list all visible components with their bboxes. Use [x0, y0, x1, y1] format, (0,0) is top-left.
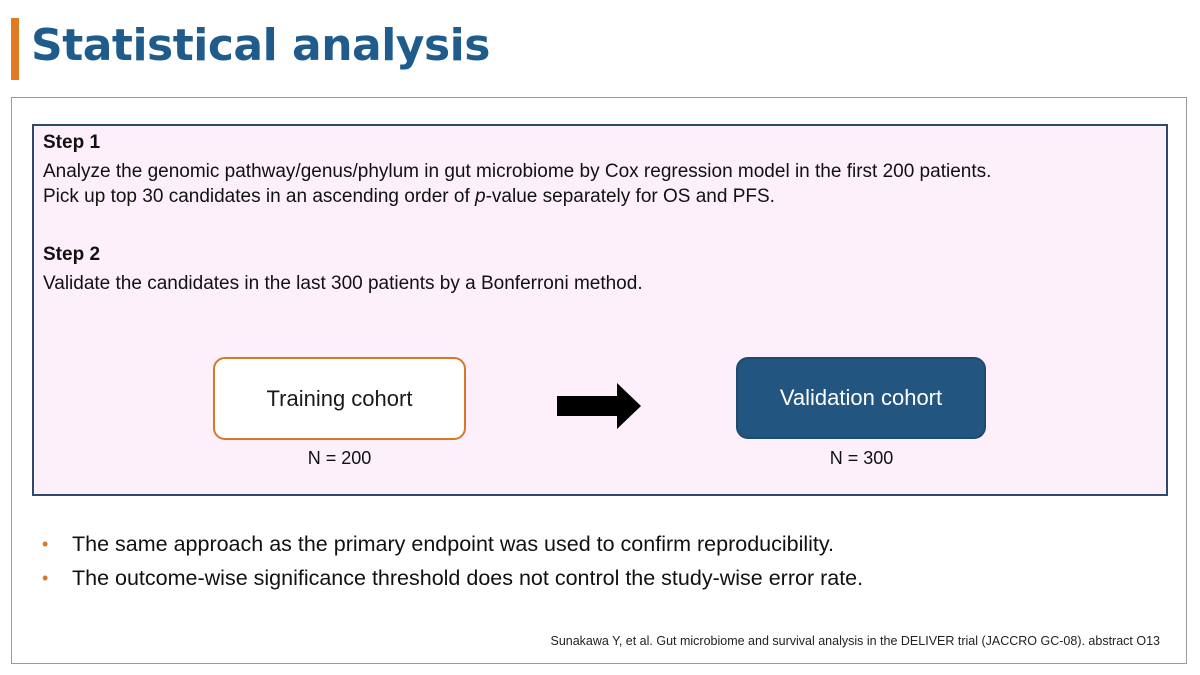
step-2-line-1: Validate the candidates in the last 300 patients by a Bonferroni method. — [43, 273, 643, 294]
validation-cohort-label: Validation cohort — [779, 385, 943, 410]
bullet-dot-icon: • — [42, 568, 49, 588]
step-1-heading: Step 1 — [43, 132, 101, 153]
validation-cohort-box — [736, 357, 986, 439]
step-1-line-2: Pick up top 30 candidates in an ascending order of p-value separately for OS and PFS. — [43, 186, 775, 207]
right-arrow-icon — [557, 383, 643, 429]
citation: Sunakawa Y, et al. Gut microbiome and survival analysis in the DELIVER trial (JACCRO GC-08). abstract O13 — [550, 634, 1160, 648]
title-accent-bar — [11, 18, 19, 80]
training-n-label: N = 200 — [307, 448, 372, 468]
page-title: Statistical analysis — [31, 20, 490, 71]
training-cohort-box — [213, 357, 466, 440]
validation-n-label: N = 300 — [829, 448, 894, 468]
step-1-line-1: Analyze the genomic pathway/genus/phylum in gut microbiome by Cox regression model in the first 200 patients. — [43, 161, 992, 182]
training-cohort-label: Training cohort — [266, 385, 413, 411]
step-2-heading: Step 2 — [43, 244, 101, 265]
bullet-dot-icon: • — [42, 534, 49, 554]
